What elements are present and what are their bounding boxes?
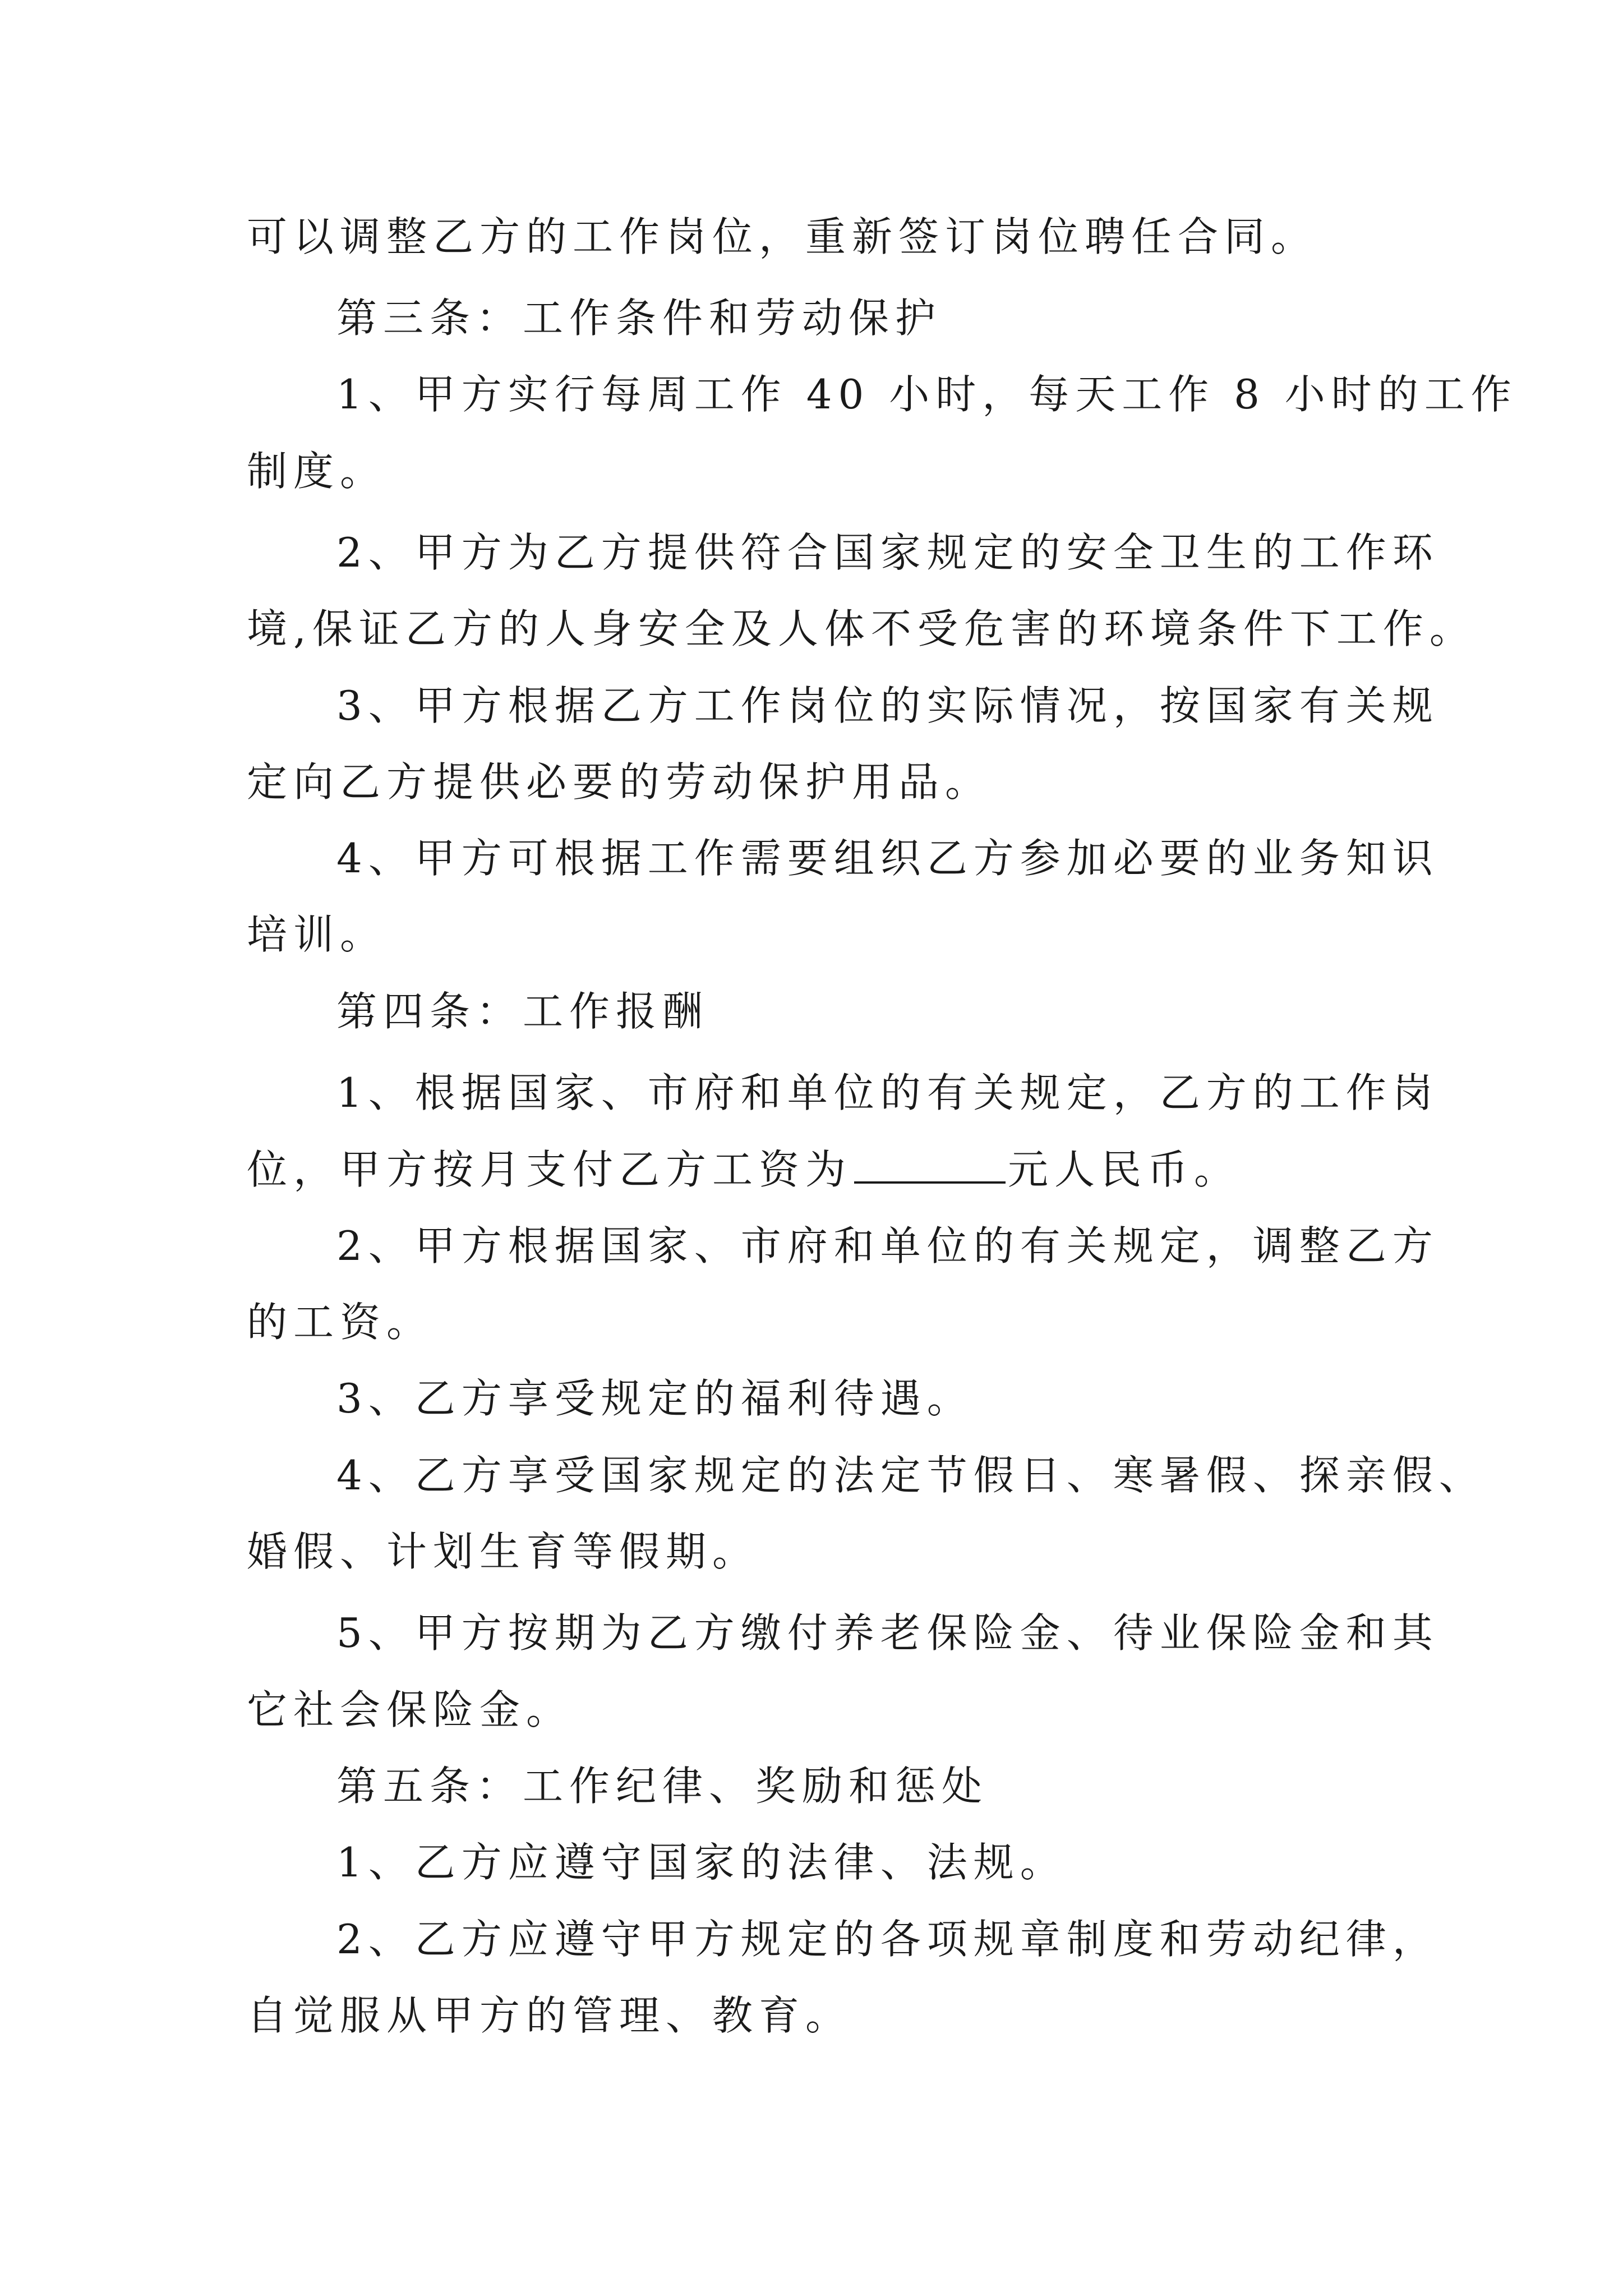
text-line: 2、甲方根据国家、市府和单位的有关规定，调整乙方 — [336, 1222, 1439, 1269]
text-line: 4、甲方可根据工作需要组织乙方参加必要的业务知识 — [336, 835, 1439, 882]
text-line — [247, 1144, 1241, 1195]
section-heading: 第三条：工作条件和劳动保护 — [336, 295, 942, 342]
text-line: 它社会保险金。 — [247, 1686, 573, 1733]
text-line: 婚假、计划生育等假期。 — [247, 1528, 759, 1575]
text-line: 2、乙方应遵守甲方规定的各项规章制度和劳动纪律， — [336, 1916, 1439, 1963]
text-line: 4、乙方享受国家规定的法定节假日、寒暑假、探亲假、 — [336, 1452, 1486, 1499]
text-line: 自觉服从甲方的管理、教育。 — [247, 1992, 852, 2039]
text-line: 1、根据国家、市府和单位的有关规定，乙方的工作岗 — [336, 1069, 1439, 1116]
salary-text-after: 元人民币。 — [1008, 1146, 1241, 1193]
text-line: 2、甲方为乙方提供符合国家规定的安全卫生的工作环 — [336, 529, 1439, 576]
salary-blank — [854, 1148, 1006, 1184]
text-line: 1、甲方实行每周工作 40 小时，每天工作 8 小时的工作 — [336, 371, 1518, 418]
text-line: 的工资。 — [247, 1299, 434, 1346]
text-line: 定向乙方提供必要的劳动保护用品。 — [247, 758, 992, 806]
text-line: 培训。 — [247, 911, 387, 958]
text-line: 3、乙方享受规定的福利待遇。 — [336, 1375, 974, 1422]
text-line: 1、乙方应遵守国家的法律、法规。 — [336, 1839, 1067, 1886]
text-line: 3、甲方根据乙方工作岗位的实际情况，按国家有关规 — [336, 682, 1439, 729]
section-heading: 第四条：工作报酬 — [336, 988, 709, 1035]
salary-text-before: 位，甲方按月支付乙方工资为 — [247, 1146, 852, 1193]
text-line: 制度。 — [247, 448, 387, 495]
text-line: 5、甲方按期为乙方缴付养老保险金、待业保险金和其 — [336, 1609, 1439, 1657]
text-line: 可以调整乙方的工作岗位，重新签订岗位聘任合同。 — [247, 213, 1318, 260]
text-line: 境,保证乙方的人身安全及人体不受危害的环境条件下工作。 — [247, 605, 1476, 652]
section-heading: 第五条：工作纪律、奖励和惩处 — [336, 1763, 989, 1810]
